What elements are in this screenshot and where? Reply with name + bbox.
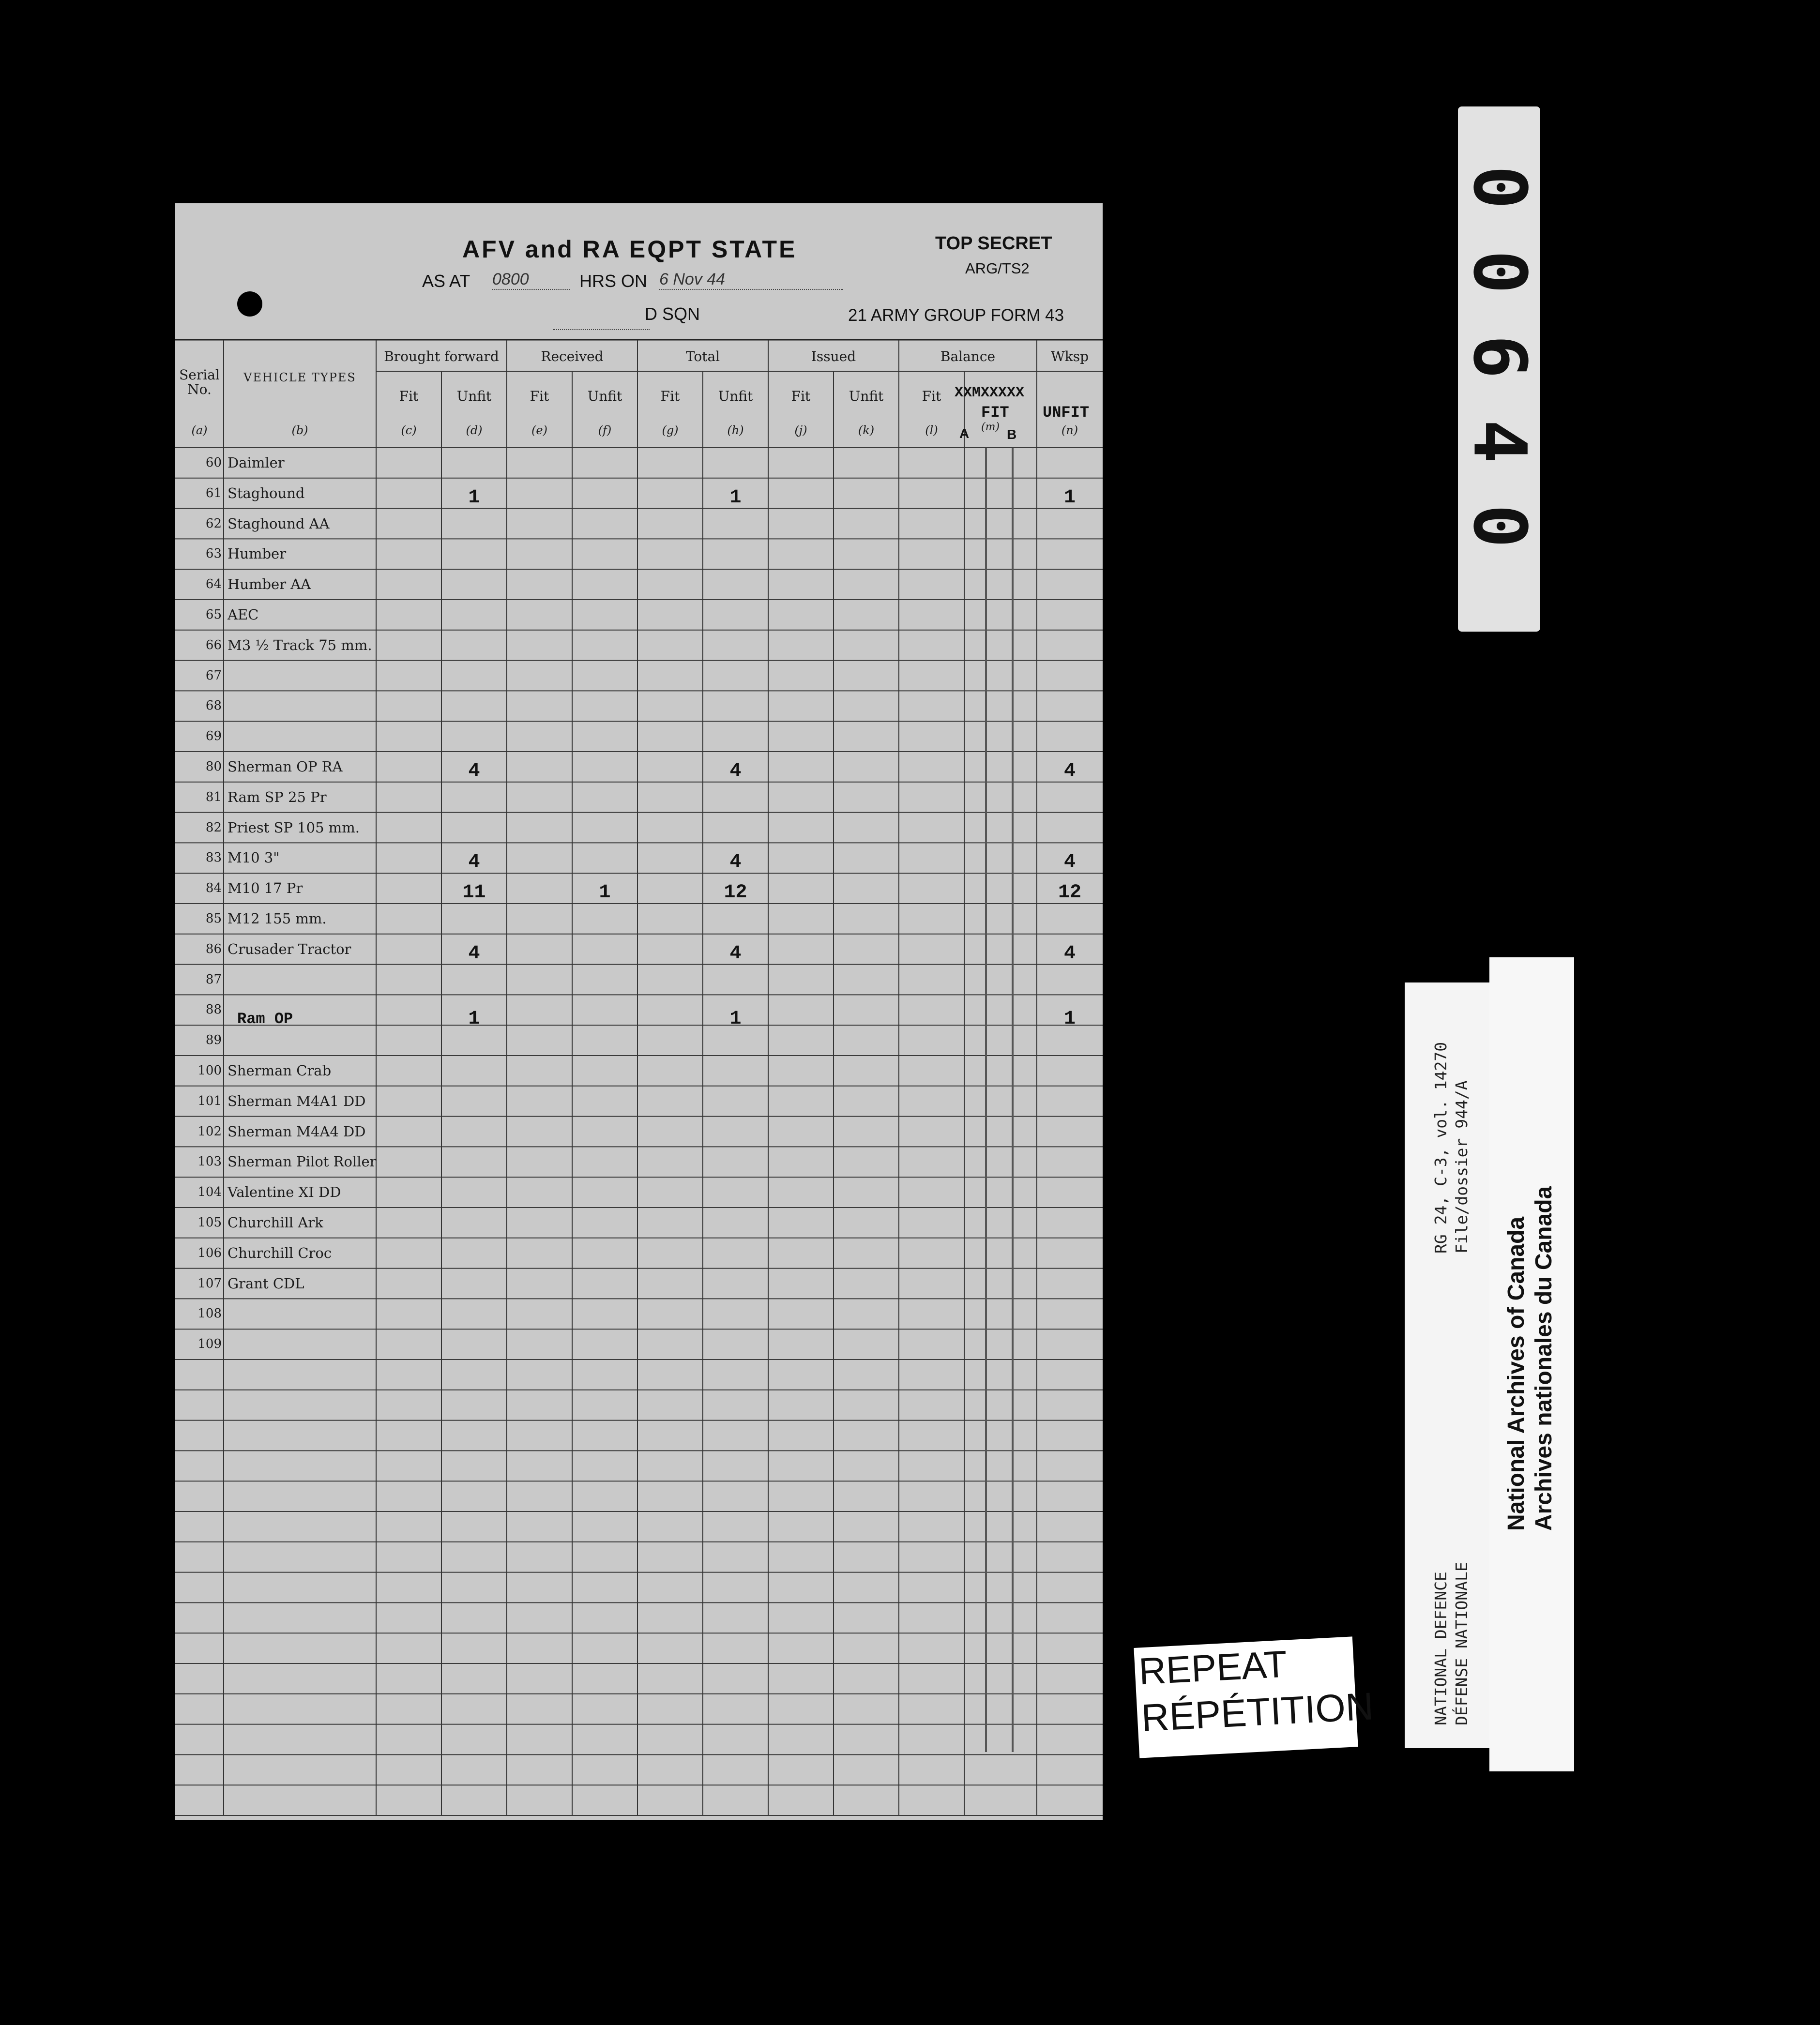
- balance-mark-a: A: [959, 426, 970, 441]
- punch-hole: [237, 291, 262, 317]
- column-letter: (d): [466, 423, 483, 437]
- vehicle-type: Valentine XI DD: [228, 1184, 341, 1201]
- hrs-on-label: HRS ON: [579, 271, 648, 291]
- form-page: [175, 203, 1103, 1820]
- wksp-unfit-typed: UNFIT: [1043, 404, 1090, 422]
- column-letter: (j): [794, 423, 807, 437]
- frame-digit: 0: [1457, 165, 1542, 210]
- quantity-bf-unfit: 4: [468, 760, 480, 782]
- serial-number: 105: [197, 1215, 222, 1230]
- column-letter: (l): [925, 423, 938, 437]
- serial-number: 62: [205, 516, 222, 531]
- serial-number: 84: [205, 881, 222, 896]
- balance-fit-typed: FIT: [981, 404, 1009, 422]
- quantity-wksp-unfit: 4: [1063, 760, 1076, 782]
- vehicle-type: Sherman M4A4 DD: [228, 1123, 366, 1140]
- vehicle-type: M3 ½ Track 75 mm.: [228, 636, 372, 653]
- column-letter: (a): [191, 423, 208, 437]
- serial-number: 86: [205, 941, 222, 956]
- serial-number: 102: [197, 1124, 222, 1139]
- balance-overtype: XXMXXXXX: [955, 385, 1025, 401]
- vehicle-type: Daimler: [228, 454, 285, 471]
- quantity-total-unfit: 1: [729, 486, 742, 509]
- serial-number: 107: [197, 1276, 222, 1291]
- serial-number: 101: [197, 1093, 222, 1108]
- serial-number: 81: [205, 789, 222, 804]
- vehicle-type: Grant CDL: [228, 1275, 304, 1292]
- serial-number: 60: [205, 455, 222, 470]
- vehicle-type: Sherman Pilot Roller: [228, 1153, 377, 1170]
- quantity-total-unfit: 4: [729, 851, 742, 874]
- column-letter: (k): [858, 423, 875, 437]
- archives-name-en: National Archives of Canada: [1503, 1216, 1529, 1531]
- quantity-bf-unfit: 11: [462, 882, 486, 904]
- serial-number: 87: [205, 972, 222, 987]
- vehicle-type: Humber AA: [228, 576, 311, 593]
- column-letter: (c): [401, 423, 417, 437]
- quantity-wksp-unfit: 12: [1058, 882, 1081, 904]
- repeat-fr: RÉPÉTITION: [1140, 1684, 1375, 1740]
- vehicle-type: Sherman Crab: [228, 1062, 332, 1079]
- quantity-total-unfit: 1: [729, 1008, 742, 1030]
- quantity-total-unfit: 4: [729, 760, 742, 782]
- quantity-wksp-unfit: 1: [1063, 486, 1076, 509]
- column-letter: (h): [727, 423, 744, 437]
- header-wksp: Wksp: [1050, 348, 1089, 364]
- header-unfit: Unfit: [718, 388, 753, 404]
- classification: TOP SECRET: [935, 233, 1052, 254]
- department-en: NATIONAL DEFENCE: [1431, 1572, 1450, 1725]
- frame-digit: 0: [1457, 250, 1542, 294]
- quantity-bf-unfit: 1: [468, 486, 480, 509]
- column-letter: (e): [531, 423, 547, 437]
- national-archives-label: [1489, 957, 1574, 1771]
- balance-mark-b: B: [1007, 427, 1017, 442]
- quantity-wksp-unfit: 4: [1063, 942, 1076, 965]
- quantity-total-unfit: 4: [729, 942, 742, 965]
- serial-number: 66: [205, 637, 222, 652]
- vehicle-type: Churchill Ark: [228, 1214, 323, 1231]
- serial-number: 109: [197, 1337, 222, 1352]
- column-letter: (n): [1061, 423, 1078, 437]
- serial-number: 85: [205, 911, 222, 926]
- serial-number: 104: [197, 1185, 222, 1200]
- quantity-bf-unfit: 4: [468, 942, 480, 965]
- form-title: AFV and RA EQPT STATE: [462, 236, 797, 263]
- repeat-en: REPEAT: [1138, 1642, 1289, 1693]
- serial-number: 61: [205, 485, 222, 500]
- header-fit: Fit: [922, 388, 941, 404]
- hrs-on-date: 6 Nov 44: [659, 270, 843, 290]
- header-issued: Issued: [811, 348, 856, 364]
- department-fr: DÉFENSE NATIONALE: [1452, 1562, 1471, 1725]
- serial-number: 89: [205, 1033, 222, 1048]
- archive-reference-label: [1405, 982, 1499, 1748]
- unit-dotted-line: [553, 310, 650, 330]
- serial-number: 82: [205, 820, 222, 835]
- header-fit: Fit: [399, 388, 419, 404]
- frame-digit: 4: [1457, 419, 1542, 464]
- archives-name-fr: Archives nationales du Canada: [1531, 1186, 1557, 1531]
- vehicle-type: Churchill Croc: [228, 1244, 332, 1261]
- serial-number: 88: [205, 1002, 222, 1017]
- header-fit: Fit: [660, 388, 680, 404]
- column-letter: (b): [291, 423, 308, 437]
- frame-digit: 0: [1457, 504, 1542, 548]
- archive-reference-line: RG 24, C-3, vol. 14270: [1431, 1042, 1450, 1254]
- vehicle-type-typed: Ram OP: [237, 1010, 293, 1028]
- quantity-rec-unfit: 1: [599, 882, 611, 904]
- serial-number: 108: [197, 1306, 222, 1321]
- as-at-label: AS AT: [422, 271, 470, 291]
- frame-number-strip: [1458, 106, 1540, 632]
- serial-number: 68: [205, 698, 222, 713]
- header-brought-forward: Brought forward: [384, 348, 499, 364]
- column-letter: (m): [981, 421, 1000, 433]
- form-grid: [175, 203, 1103, 1820]
- vehicle-type: AEC: [228, 606, 259, 623]
- serial-number: 83: [205, 850, 222, 865]
- quantity-bf-unfit: 1: [468, 1008, 480, 1030]
- serial-number: 67: [205, 668, 222, 683]
- vehicle-type: M12 155 mm.: [228, 910, 327, 927]
- header-fit: Fit: [791, 388, 811, 404]
- header-unfit: Unfit: [587, 388, 622, 404]
- header-received: Received: [541, 348, 604, 364]
- vehicle-type: M10 3": [228, 849, 280, 866]
- vehicle-type: Ram SP 25 Pr: [228, 788, 327, 805]
- vehicle-type: Sherman OP RA: [228, 758, 343, 775]
- quantity-wksp-unfit: 1: [1063, 1008, 1076, 1030]
- serial-number: 64: [205, 577, 222, 592]
- header-total: Total: [685, 348, 720, 364]
- header-vehicle-types: VEHICLE TYPES: [243, 371, 356, 384]
- vehicle-type: Staghound: [228, 484, 305, 501]
- header-fit: Fit: [530, 388, 549, 404]
- header-unfit: Unfit: [849, 388, 884, 404]
- serial-number: 100: [197, 1063, 222, 1078]
- vehicle-type: Staghound AA: [228, 515, 330, 532]
- header-unfit: Unfit: [456, 388, 492, 404]
- header-balance: Balance: [940, 348, 996, 364]
- serial-number: 65: [205, 607, 222, 622]
- reference: ARG/TS2: [965, 260, 1030, 277]
- column-letter: (f): [598, 423, 612, 437]
- serial-number: 63: [205, 546, 222, 561]
- vehicle-type: Humber: [228, 545, 287, 562]
- as-at-time: 0800: [492, 270, 570, 290]
- archive-file-line: File/dossier 944/A: [1452, 1080, 1471, 1254]
- form-number: 21 ARMY GROUP FORM 43: [848, 306, 1064, 325]
- quantity-total-unfit: 12: [724, 882, 747, 904]
- frame-digit: 6: [1457, 334, 1542, 379]
- repeat-stamp: [1134, 1636, 1375, 1758]
- vehicle-type: M10 17 Pr: [228, 880, 303, 897]
- vehicle-type: Priest SP 105 mm.: [228, 819, 360, 836]
- header-serial-no: Serial No.: [179, 367, 220, 397]
- serial-number: 106: [197, 1245, 222, 1260]
- vehicle-type: Sherman M4A1 DD: [228, 1092, 366, 1109]
- quantity-bf-unfit: 4: [468, 851, 480, 874]
- serial-number: 80: [205, 759, 222, 774]
- unit-label: D SQN: [645, 304, 700, 324]
- quantity-wksp-unfit: 4: [1063, 851, 1076, 874]
- column-letter: (g): [662, 423, 679, 437]
- vehicle-type: Crusader Tractor: [228, 940, 351, 957]
- serial-number: 103: [197, 1154, 222, 1169]
- serial-number: 69: [205, 729, 222, 744]
